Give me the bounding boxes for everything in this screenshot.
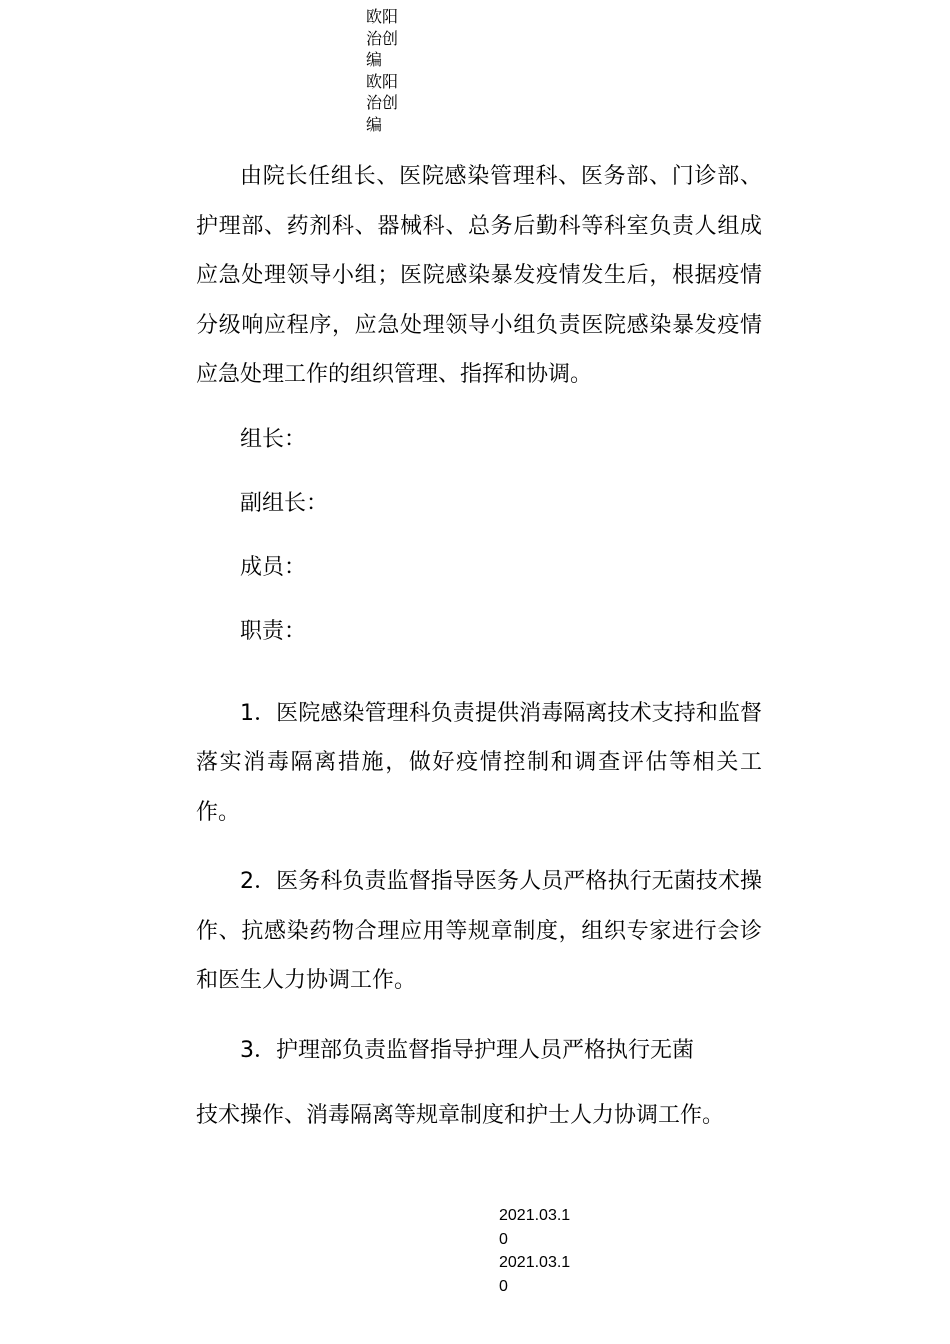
duty-item-1: 1．医院感染管理科负责提供消毒隔离技术支持和监督落实消毒隔离措施，做好疫情控制和调查评估等相关工作。: [196, 700, 762, 825]
header-author-note: [366, 6, 410, 135]
header-line: 编: [366, 50, 383, 69]
footer-date: 2021.03.10: [499, 1254, 571, 1295]
intro-paragraph: 由院长任组长、医院感染管理科、医务部、门诊部、护理部、药剂科、器械科、总务后勤科等科室负责人组成应急处理领导小组；医院感染暴发疫情发生后，根据疫情分级响应程序，应急处理领导小组负责医院感染暴发疫情应急处理工作的组织管理、指挥和协调。: [196, 164, 762, 387]
duty-item-3-line-1: 3．护理部负责监督指导护理人员严格执行无菌: [240, 1037, 694, 1063]
header-line: 治创: [366, 28, 399, 48]
header-line: 欧阳: [366, 7, 399, 26]
duty-item-2: 2．医务科负责监督指导医务人员严格执行无菌技术操作、抗感染药物合理应用等规章制度，组织专家进行会诊和医生人力协调工作。: [196, 869, 762, 993]
document-body: [196, 152, 762, 1141]
footer-date-note: [499, 1204, 579, 1298]
members-label: 成员：: [240, 554, 307, 580]
header-line: 编: [366, 114, 383, 134]
deputy-leader-label: 副组长：: [240, 490, 329, 516]
header-line: 欧阳: [366, 71, 399, 91]
leader-label: 组长：: [240, 426, 307, 452]
footer-date: 2021.03.10: [499, 1207, 571, 1248]
header-line: 治创: [366, 93, 399, 112]
duties-label: 职责：: [240, 618, 307, 644]
duty-item-3-line-2: 技术操作、消毒隔离等规章制度和护士人力协调工作。: [196, 1103, 725, 1128]
